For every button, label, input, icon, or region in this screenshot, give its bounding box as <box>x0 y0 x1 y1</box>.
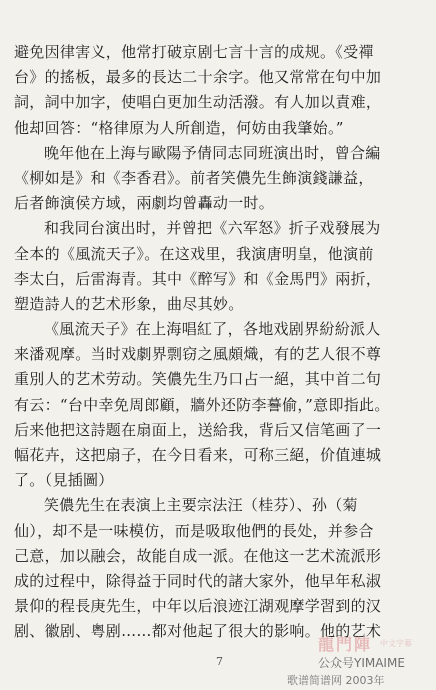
text-line: 李太白，后雷海青。其中《醉写》和《金馬門》兩折， <box>14 269 382 288</box>
text-line: 剧、徽剧、粤剧……都对他起了很大的影响。他的艺术 <box>14 622 382 641</box>
page-number: 7 <box>216 655 223 668</box>
text-line: 塑造詩人的艺术形象，曲尽其妙。 <box>14 294 244 313</box>
text-line: 和我同台演出时，并曾把《六军怒》折子戏發展为 <box>44 219 381 238</box>
text-line: 晚年他在上海与歐陽予倩同志同班演出时，曾合編 <box>44 143 381 162</box>
text-line: 成的过程中，除得益于同时代的諸大家外，他早年私淑 <box>14 571 382 590</box>
text-line: 《風流天子》在上海唱紅了，各地戏剧界紛紛派人 <box>44 320 381 339</box>
text-line: 《柳如是》和《李香君》。前者笑儂先生飾演錢謙益， <box>14 168 374 187</box>
text-line: 重別人的艺术劳动。笑儂先生乃口占一絕，其中首二句 <box>14 370 382 389</box>
text-line: 避免因律害义，他常打破京剧七言十言的成规。《受禪 <box>14 43 374 61</box>
text-line: 后来他把这詩题在扇面上，送給我，背后又信笔画了一 <box>14 420 382 439</box>
watermark-site: 歌谱简谱网 2003年 <box>287 674 385 687</box>
text-line: 詞，詞中加字，使唱白更加生动活潑。有人加以責难， <box>14 93 382 112</box>
text-line: 景仰的程長庚先生，中年以后浪迹江湖观摩学習到的汉 <box>14 597 382 616</box>
document-body <box>14 40 422 645</box>
text-line: 后者飾演侯方域，兩劇均曾轟动一时。 <box>14 194 275 213</box>
text-line: 他却回答：“格律原为人所創造，何妨由我肇始。” <box>14 118 344 137</box>
text-line: 幅花卉，这把扇子，在今日看来，可称三絕，价值連城 <box>14 446 382 464</box>
watermark-logo-subtitle: 中文字幕 <box>380 639 412 648</box>
text-line: 己意，加以融会，故能自成一派。在他这一艺术流派形 <box>14 546 382 565</box>
watermark-account: 公众号YIMAIME <box>318 656 405 670</box>
text-line: 仙），却不是一味模仿，而是吸取他們的長处，并参合 <box>14 521 374 540</box>
text-line: 来潘观摩。当时戏劇界剽窃之風頗熾，有的艺人很不尊 <box>14 345 382 364</box>
text-line: 有云：“台中幸免周郎顧，牆外还防李謩偷，”意即指此。 <box>14 395 390 414</box>
text-line: 台》的搖板，最多的長达二十余字。他又常常在句中加 <box>14 68 382 87</box>
text-line: 全本的《風流天子》。在这戏里，我演唐明皇，他演前 <box>14 244 374 263</box>
text-line: 笑儂先生在表演上主要宗法汪（桂芬）、孙（菊 <box>44 496 358 515</box>
watermark-logo: 龍門陣 <box>318 635 373 654</box>
text-line: 了。（見插圖） <box>14 471 114 490</box>
